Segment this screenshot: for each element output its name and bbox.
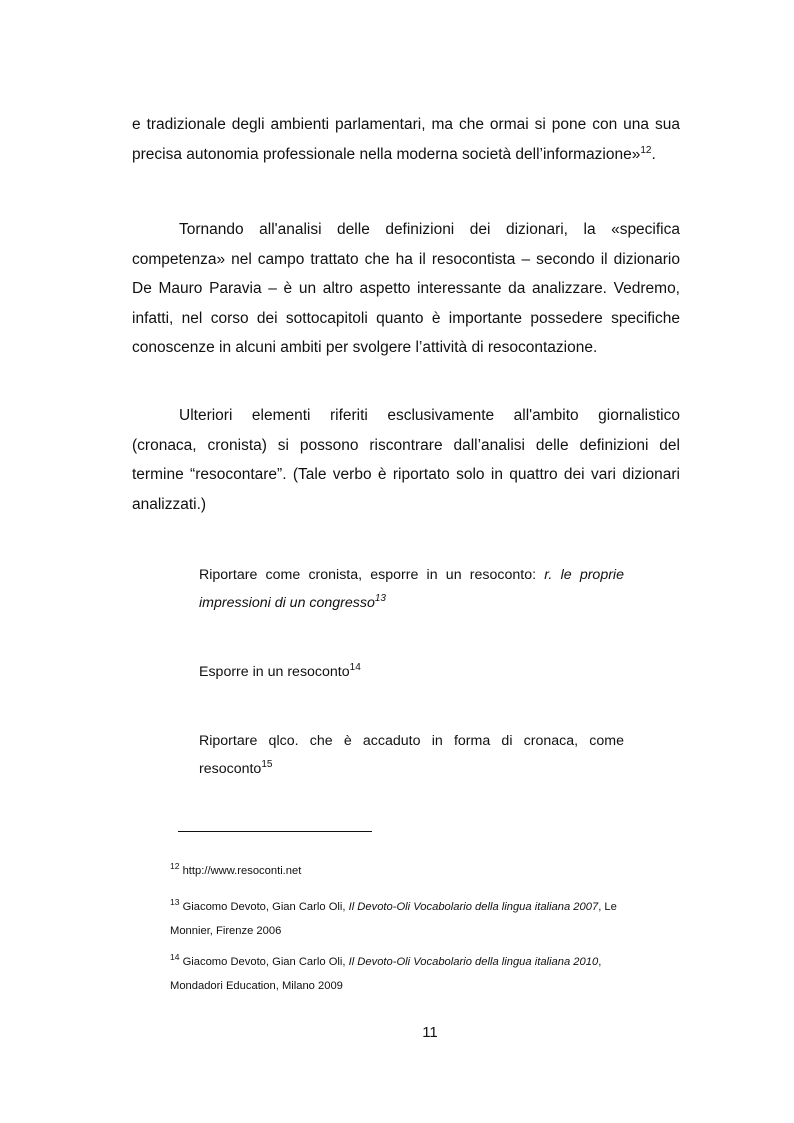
text-line: Riportare qlco. che è accaduto in forma di cronaca, come [199, 733, 624, 749]
text-line: competenza» nel campo trattato che ha il resocontista – secondo il dizionario [132, 250, 680, 268]
page-number: 11 [422, 1024, 438, 1041]
definition-quote-3 [199, 727, 624, 783]
footnote-ref-15[interactable]: 15 [261, 759, 273, 770]
text-line [132, 401, 680, 431]
example-text: impressioni di un congresso [199, 595, 375, 611]
footnote-number: 14 [170, 952, 180, 962]
footnote-link[interactable]: http://www.resoconti.net [182, 865, 302, 877]
book-title: Il Devoto-Oli Vocabolario della lingua italiana 2010 [348, 956, 599, 968]
text-span: Ulteriori elementi riferiti esclusivamente all'ambito giornalistico [179, 407, 680, 424]
footnote-14 [170, 950, 670, 998]
book-title: Il Devoto-Oli Vocabolario della lingua italiana 2007 [348, 901, 599, 913]
text-line [199, 561, 624, 589]
text-line [132, 140, 680, 170]
text-line: e tradizionale degli ambienti parlamentari, ma che ormai si pone con una sua [132, 116, 680, 133]
paragraph-definitions [132, 215, 680, 363]
text-span: , Le [598, 901, 617, 913]
text-line: (cronaca, cronista) si possono riscontrare dall’analisi delle definizioni del [132, 436, 680, 454]
text-span: Giacomo Devoto, Gian Carlo Oli, [182, 901, 346, 913]
text-span: Giacomo Devoto, Gian Carlo Oli, [182, 956, 346, 968]
text-span: . [651, 145, 656, 163]
footnote-number: 13 [170, 897, 180, 907]
example-text: r. le proprie [544, 567, 624, 583]
definition-quote-2 [199, 658, 624, 686]
text-span: Esporre in un resoconto [199, 664, 350, 680]
text-line: termine “resocontare”. (Tale verbo è riportato solo in quattro dei vari dizionari [132, 466, 680, 483]
text-span: Riportare come cronista, esporre in un resoconto: [199, 567, 537, 583]
text-line [199, 658, 624, 686]
footnote-13 [170, 895, 670, 943]
text-line: analizzati.) [132, 495, 207, 513]
text-line [170, 859, 670, 883]
text-line: Mondadori Education, Milano 2009 [170, 980, 343, 992]
text-span: Tornando all'analisi delle definizioni dei dizionari, la «specifica [179, 221, 680, 238]
text-line [170, 950, 670, 974]
footnote-12 [170, 859, 670, 883]
footnote-ref-13[interactable]: 13 [374, 593, 386, 604]
text-line [170, 895, 670, 919]
footnote-number: 12 [170, 861, 180, 871]
text-line [199, 755, 624, 783]
definition-quote-1 [199, 561, 624, 617]
text-span: precisa autonomia professionale nella moderna società dell’informazione» [132, 145, 641, 163]
paragraph-journalistic [132, 401, 680, 519]
footnote-ref-14[interactable]: 14 [349, 662, 361, 673]
text-line: conoscenze in alcuni ambiti per svolgere l’attività di resocontazione. [132, 339, 598, 356]
text-span: resoconto [199, 761, 262, 777]
footnote-separator [178, 831, 372, 832]
text-line: De Mauro Paravia – è un altro aspetto interessante da analizzare. Vedremo, [132, 280, 680, 297]
text-line: Monnier, Firenze 2006 [170, 925, 282, 937]
paragraph-continuation [132, 110, 680, 169]
text-line [199, 589, 624, 617]
footnote-ref-12[interactable]: 12 [640, 144, 652, 156]
text-line [132, 215, 680, 245]
text-span: , [598, 956, 602, 968]
text-line: infatti, nel corso dei sottocapitoli quanto è importante possedere specifiche [132, 309, 680, 327]
